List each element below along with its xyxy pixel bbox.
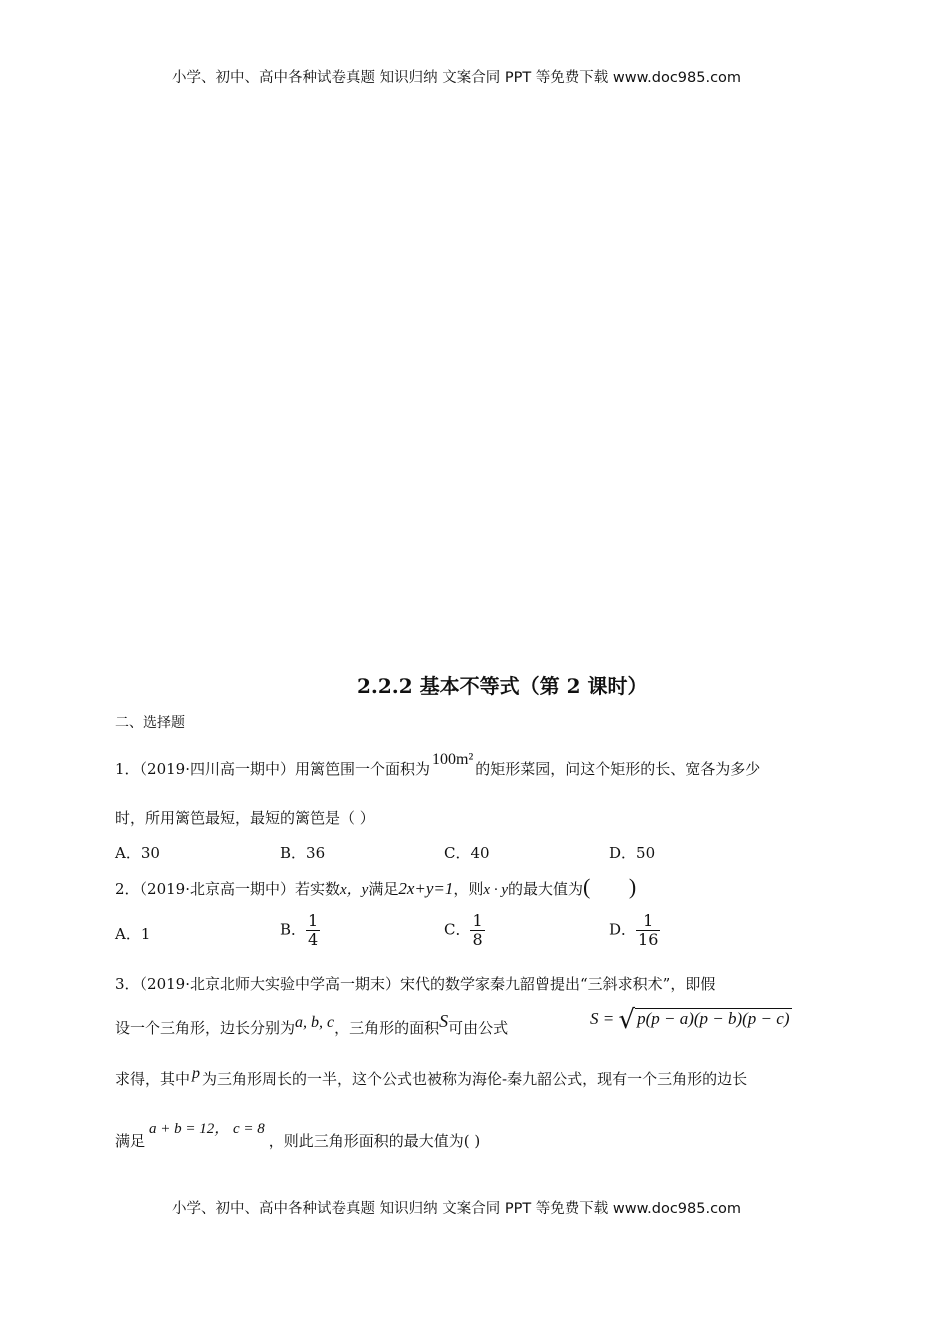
question-1-option-c[interactable]: C．40 — [444, 844, 490, 862]
question-1-area: 100m² — [432, 751, 474, 768]
question-3-line-2 — [115, 1011, 509, 1038]
page-footer: 小学、初中、高中各种试卷真题 知识归纳 文案合同 PPT 等免费下载 www.doc985.com — [172, 1201, 742, 1217]
question-1-text-b: 的矩形菜园，问这个矩形的长、宽各为多少 — [475, 760, 761, 778]
question-3-line-3 — [115, 1065, 748, 1089]
question-2-option-b[interactable] — [280, 912, 320, 949]
question-2-vars: x，y — [340, 882, 369, 898]
question-1-text-a: 1．（2019·四川高一期中）用篱笆围一个面积为 — [115, 760, 430, 778]
question-3-text-f: 满足 — [115, 1132, 146, 1150]
fraction-denominator: 16 — [638, 930, 659, 949]
option-label: A． — [115, 925, 141, 943]
question-2-condition: 2x+y=1 — [398, 879, 454, 898]
question-2-text-c: ，则 — [453, 880, 484, 898]
question-2-expression: x · y — [483, 882, 508, 898]
option-fraction — [470, 912, 484, 949]
page-title: 2.2.2 基本不等式（第 2 课时） — [357, 674, 648, 698]
option-value: 1 — [140, 925, 151, 943]
question-1-line-1 — [115, 751, 761, 779]
question-3-area-symbol: S — [439, 1011, 449, 1031]
heron-formula — [590, 1005, 792, 1035]
question-1-line-2: 时，所用篱笆最短，最短的篱笆是（ ） — [115, 809, 375, 827]
fraction-denominator: 4 — [308, 930, 319, 949]
question-3-condition: a + b = 12， c = 8 — [149, 1121, 265, 1137]
question-3-line-4 — [115, 1121, 481, 1151]
fraction-denominator: 8 — [472, 930, 483, 949]
question-3-text-d: 求得，其中 — [115, 1070, 191, 1088]
section-heading: 二、选择题 — [115, 715, 185, 731]
question-3-text-b: ，三角形的面积 — [334, 1019, 440, 1037]
question-3-text-c: 可由公式 — [448, 1019, 509, 1037]
question-1-option-d[interactable]: D．50 — [609, 844, 656, 862]
formula-lhs: S = — [590, 1009, 619, 1028]
question-2-option-a[interactable] — [115, 923, 150, 944]
question-2-answer-bracket: ( ) — [583, 874, 637, 899]
question-3-line-1: 3．（2019·北京北师大实验中学高一期末）宋代的数学家秦九韶曾提出“三斜求积术”，即假 — [115, 975, 716, 993]
question-3-sides: a, b, c — [295, 1014, 335, 1031]
question-1-option-b[interactable]: B．36 — [280, 844, 326, 862]
question-3-text-a: 设一个三角形，边长分别为 — [115, 1019, 296, 1037]
question-2-option-c[interactable] — [444, 912, 485, 949]
page-header: 小学、初中、高中各种试卷真题 知识归纳 文案合同 PPT 等免费下载 www.doc985.com — [172, 70, 742, 86]
question-3-text-g: ，则此三角形面积的最大值为( ) — [268, 1132, 481, 1150]
option-label: C． — [444, 920, 471, 939]
option-label: B． — [280, 920, 307, 939]
question-2-text-b: 满足 — [368, 880, 399, 898]
question-2-line — [115, 874, 636, 900]
question-1-option-a[interactable]: A．30 — [115, 844, 160, 862]
fraction-numerator: 1 — [472, 911, 483, 930]
sqrt-icon: √ — [618, 1005, 636, 1035]
question-3-p-symbol: p — [192, 1065, 201, 1082]
question-3-text-e: 为三角形周长的一半，这个公式也被称为海伦-秦九韶公式，现有一个三角形的边长 — [202, 1070, 748, 1088]
option-fraction — [636, 912, 660, 949]
question-2-option-d[interactable] — [609, 912, 660, 949]
fraction-numerator: 1 — [636, 912, 660, 931]
question-2-text-a: 2．（2019·北京高一期中）若实数 — [115, 880, 340, 898]
question-2-text-d: 的最大值为 — [507, 880, 583, 898]
formula-radicand: p(p − a)(p − b)(p − c) — [637, 1009, 790, 1028]
fraction-numerator: 1 — [308, 911, 319, 930]
option-label: D． — [609, 920, 637, 939]
option-fraction — [306, 912, 320, 949]
